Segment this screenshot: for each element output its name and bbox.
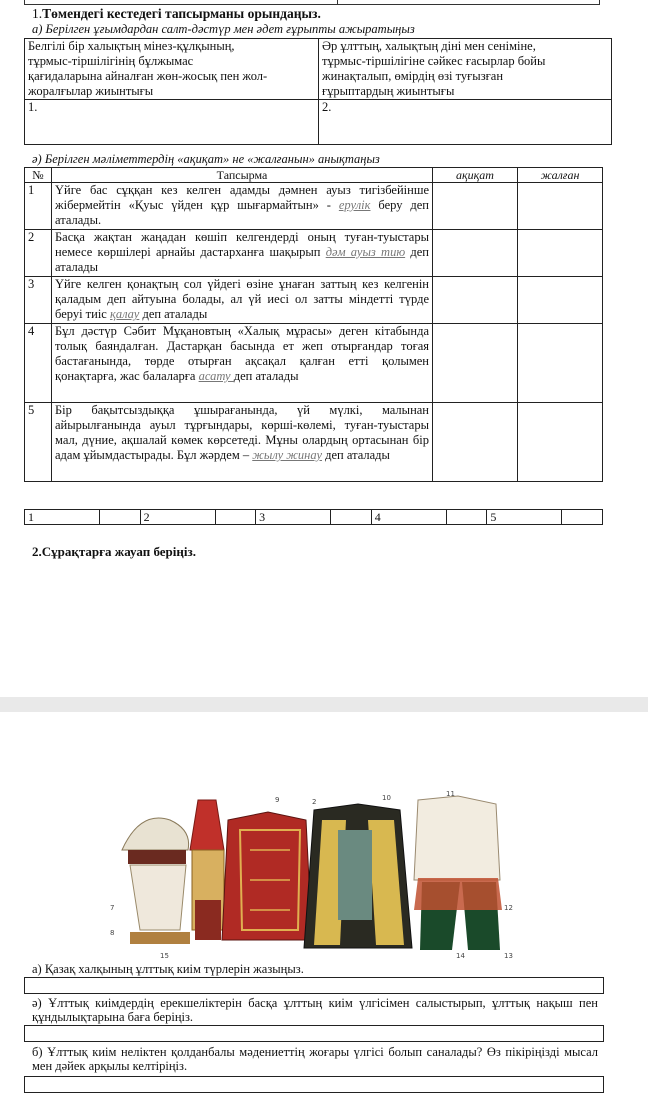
definition-custom-cell: Белгілі бір халықтың мінез-құлқының, тұрмыс-тіршілігінің бұлжымас қағидаларына айналған жөн-жосық пен жол- жоралғылар жиынтығы (25, 39, 319, 100)
true-checkbox-cell[interactable] (433, 183, 518, 230)
true-header: ақиқат (433, 168, 518, 183)
image-number: 11 (446, 790, 455, 798)
row-number: 3 (25, 277, 52, 324)
table-row (25, 403, 603, 482)
task-1b-instruction: ә) Берілген мәліметтердің «ақиқат» не «жалғанын» анықтаңыз (32, 152, 380, 166)
answer-input-5[interactable] (562, 510, 603, 525)
false-checkbox-cell[interactable] (518, 277, 603, 324)
task-1a-instruction: а) Берілген ұғымдардан салт-дәстүр мен әдет ғұрыпты ажыратыңыз (32, 22, 415, 36)
image-number: 8 (110, 929, 115, 937)
answer-label-5: 5 (487, 510, 562, 525)
image-number: 12 (504, 904, 513, 912)
task-1-heading: 1.Төмендегі кестедегі тапсырманы орындаңыз. (32, 6, 321, 21)
row-text: Басқа жақтан жаңадан көшіп келгендерді оның туған-туыстары немесе көршілері арнайы дастарханға шақырып дәм ауыз тию деп аталады (52, 230, 433, 277)
answer-label-1: 1 (25, 510, 100, 525)
term-highlight: дәм ауыз тию (325, 245, 406, 259)
answer-box-b[interactable] (24, 1025, 604, 1042)
question-b: ә) Ұлттық киімдердің ерекшеліктерін басқа ұлттың киім үлгісімен салыстырып, ұлттық нақыш пен құндылықтарына баға беріңіз. (32, 996, 598, 1024)
previous-table-edge (24, 0, 600, 5)
answer-box-a[interactable] (24, 977, 604, 994)
table-row (25, 230, 603, 277)
term-highlight: асату (198, 369, 234, 383)
answer-input-1[interactable] (100, 510, 140, 525)
false-checkbox-cell[interactable] (518, 324, 603, 403)
custom-vs-tradition-table (24, 38, 612, 145)
row-text: Үйге бас сұққан кез келген адамды дәмнен ауыз тигізбейінше жібермейтін «Қуыс үйден құр шығармайтын» - ерулік беру деп аталады. (52, 183, 433, 230)
image-number: 9 (275, 796, 280, 804)
row-number: 2 (25, 230, 52, 277)
row-text: Бұл дәстүр Сәбит Мұқановтың «Халық мұрасы» деген кітабында толық баяндалған. Дастарқан басында ет жеп отырғандар тоғая бастағанында, төрде отырған ақсақал қалған етті қолымен қонақтарға, жас балаларға асату деп аталады (52, 324, 433, 403)
image-number: 13 (504, 952, 513, 960)
answer-label-3: 3 (256, 510, 331, 525)
question-c: б) Ұлттық киім неліктен қолданбалы мәдениеттің жоғары үлгісі болып саналады? Өз пікіріңізді мысал мен дәйек арқылы келтіріңіз. (32, 1045, 598, 1073)
false-header: жалған (518, 168, 603, 183)
row-number: 1 (25, 183, 52, 230)
worksheet-page-2 (0, 712, 648, 1099)
term-highlight: жылу жинау (252, 448, 323, 462)
table-row (25, 183, 603, 230)
image-number: 14 (456, 952, 465, 960)
answer-box-c[interactable] (24, 1076, 604, 1093)
true-checkbox-cell[interactable] (433, 324, 518, 403)
row-text: Үйге келген қонақтың сол үйдегі өзіне ұнаған заттың кез келгенін қаладым деп айтуына болады, ал үй иесі ол затты міндетті түрде беруі тиіс қалау деп аталады (52, 277, 433, 324)
true-checkbox-cell[interactable] (433, 277, 518, 324)
num-header: № (25, 168, 52, 183)
answer-input-2[interactable] (215, 510, 255, 525)
answer-input-4[interactable] (446, 510, 486, 525)
white-shirt-and-trousers-illustration (414, 796, 502, 950)
true-checkbox-cell[interactable] (433, 230, 518, 277)
saukele-headwear-illustration (122, 818, 190, 944)
row-number: 4 (25, 324, 52, 403)
image-number: 2 (312, 798, 317, 806)
answer-input-3[interactable] (331, 510, 371, 525)
table-row (25, 277, 603, 324)
answer-cell-1[interactable]: 1. (25, 100, 319, 145)
answer-cell-2[interactable]: 2. (319, 100, 612, 145)
red-embroidered-robe-illustration (222, 812, 312, 940)
answer-label-2: 2 (140, 510, 215, 525)
row-number: 5 (25, 403, 52, 482)
true-checkbox-cell[interactable] (433, 403, 518, 482)
red-headdress-illustration (190, 800, 224, 940)
false-checkbox-cell[interactable] (518, 230, 603, 277)
dark-chapan-robe-illustration (304, 804, 412, 948)
definition-tradition-cell: Әр ұлттың, халықтың діні мен сеніміне, тұрмыс-тіршілігіне сәйкес ғасырлар бойы жинақталып, өмірдің өзі туғызған ғұрыптардың жиынтығы (319, 39, 612, 100)
image-number: 7 (110, 904, 115, 912)
false-checkbox-cell[interactable] (518, 403, 603, 482)
false-checkbox-cell[interactable] (518, 183, 603, 230)
row-text: Бір бақытсыздыққа ұшырағанында, үй мүлкі, малынан айырылғанында ауыл тұрғындары, көрші-көлемі, туған-туыстары мал, дүние, ақшалай көмек көрсетеді. Мұны олардың ортасынан бір адам ұйымдастырады. Бұл жәрдем – жылу жинау деп аталады (52, 403, 433, 482)
table-row (25, 324, 603, 403)
image-number: 10 (382, 794, 391, 802)
task-header: Тапсырма (52, 168, 433, 183)
answer-label-4: 4 (371, 510, 446, 525)
term-highlight: қалау (109, 307, 140, 321)
term-highlight: ерулік (338, 198, 371, 212)
image-number: 15 (160, 952, 169, 960)
true-false-table (24, 167, 603, 482)
task-2-heading: 2.Сұрақтарға жауап беріңіз. (32, 544, 196, 559)
kazakh-national-clothing-image (100, 790, 520, 962)
answer-row-table (24, 509, 603, 525)
question-a: а) Қазақ халқының ұлттық киім түрлерін жазыңыз. (32, 962, 304, 976)
